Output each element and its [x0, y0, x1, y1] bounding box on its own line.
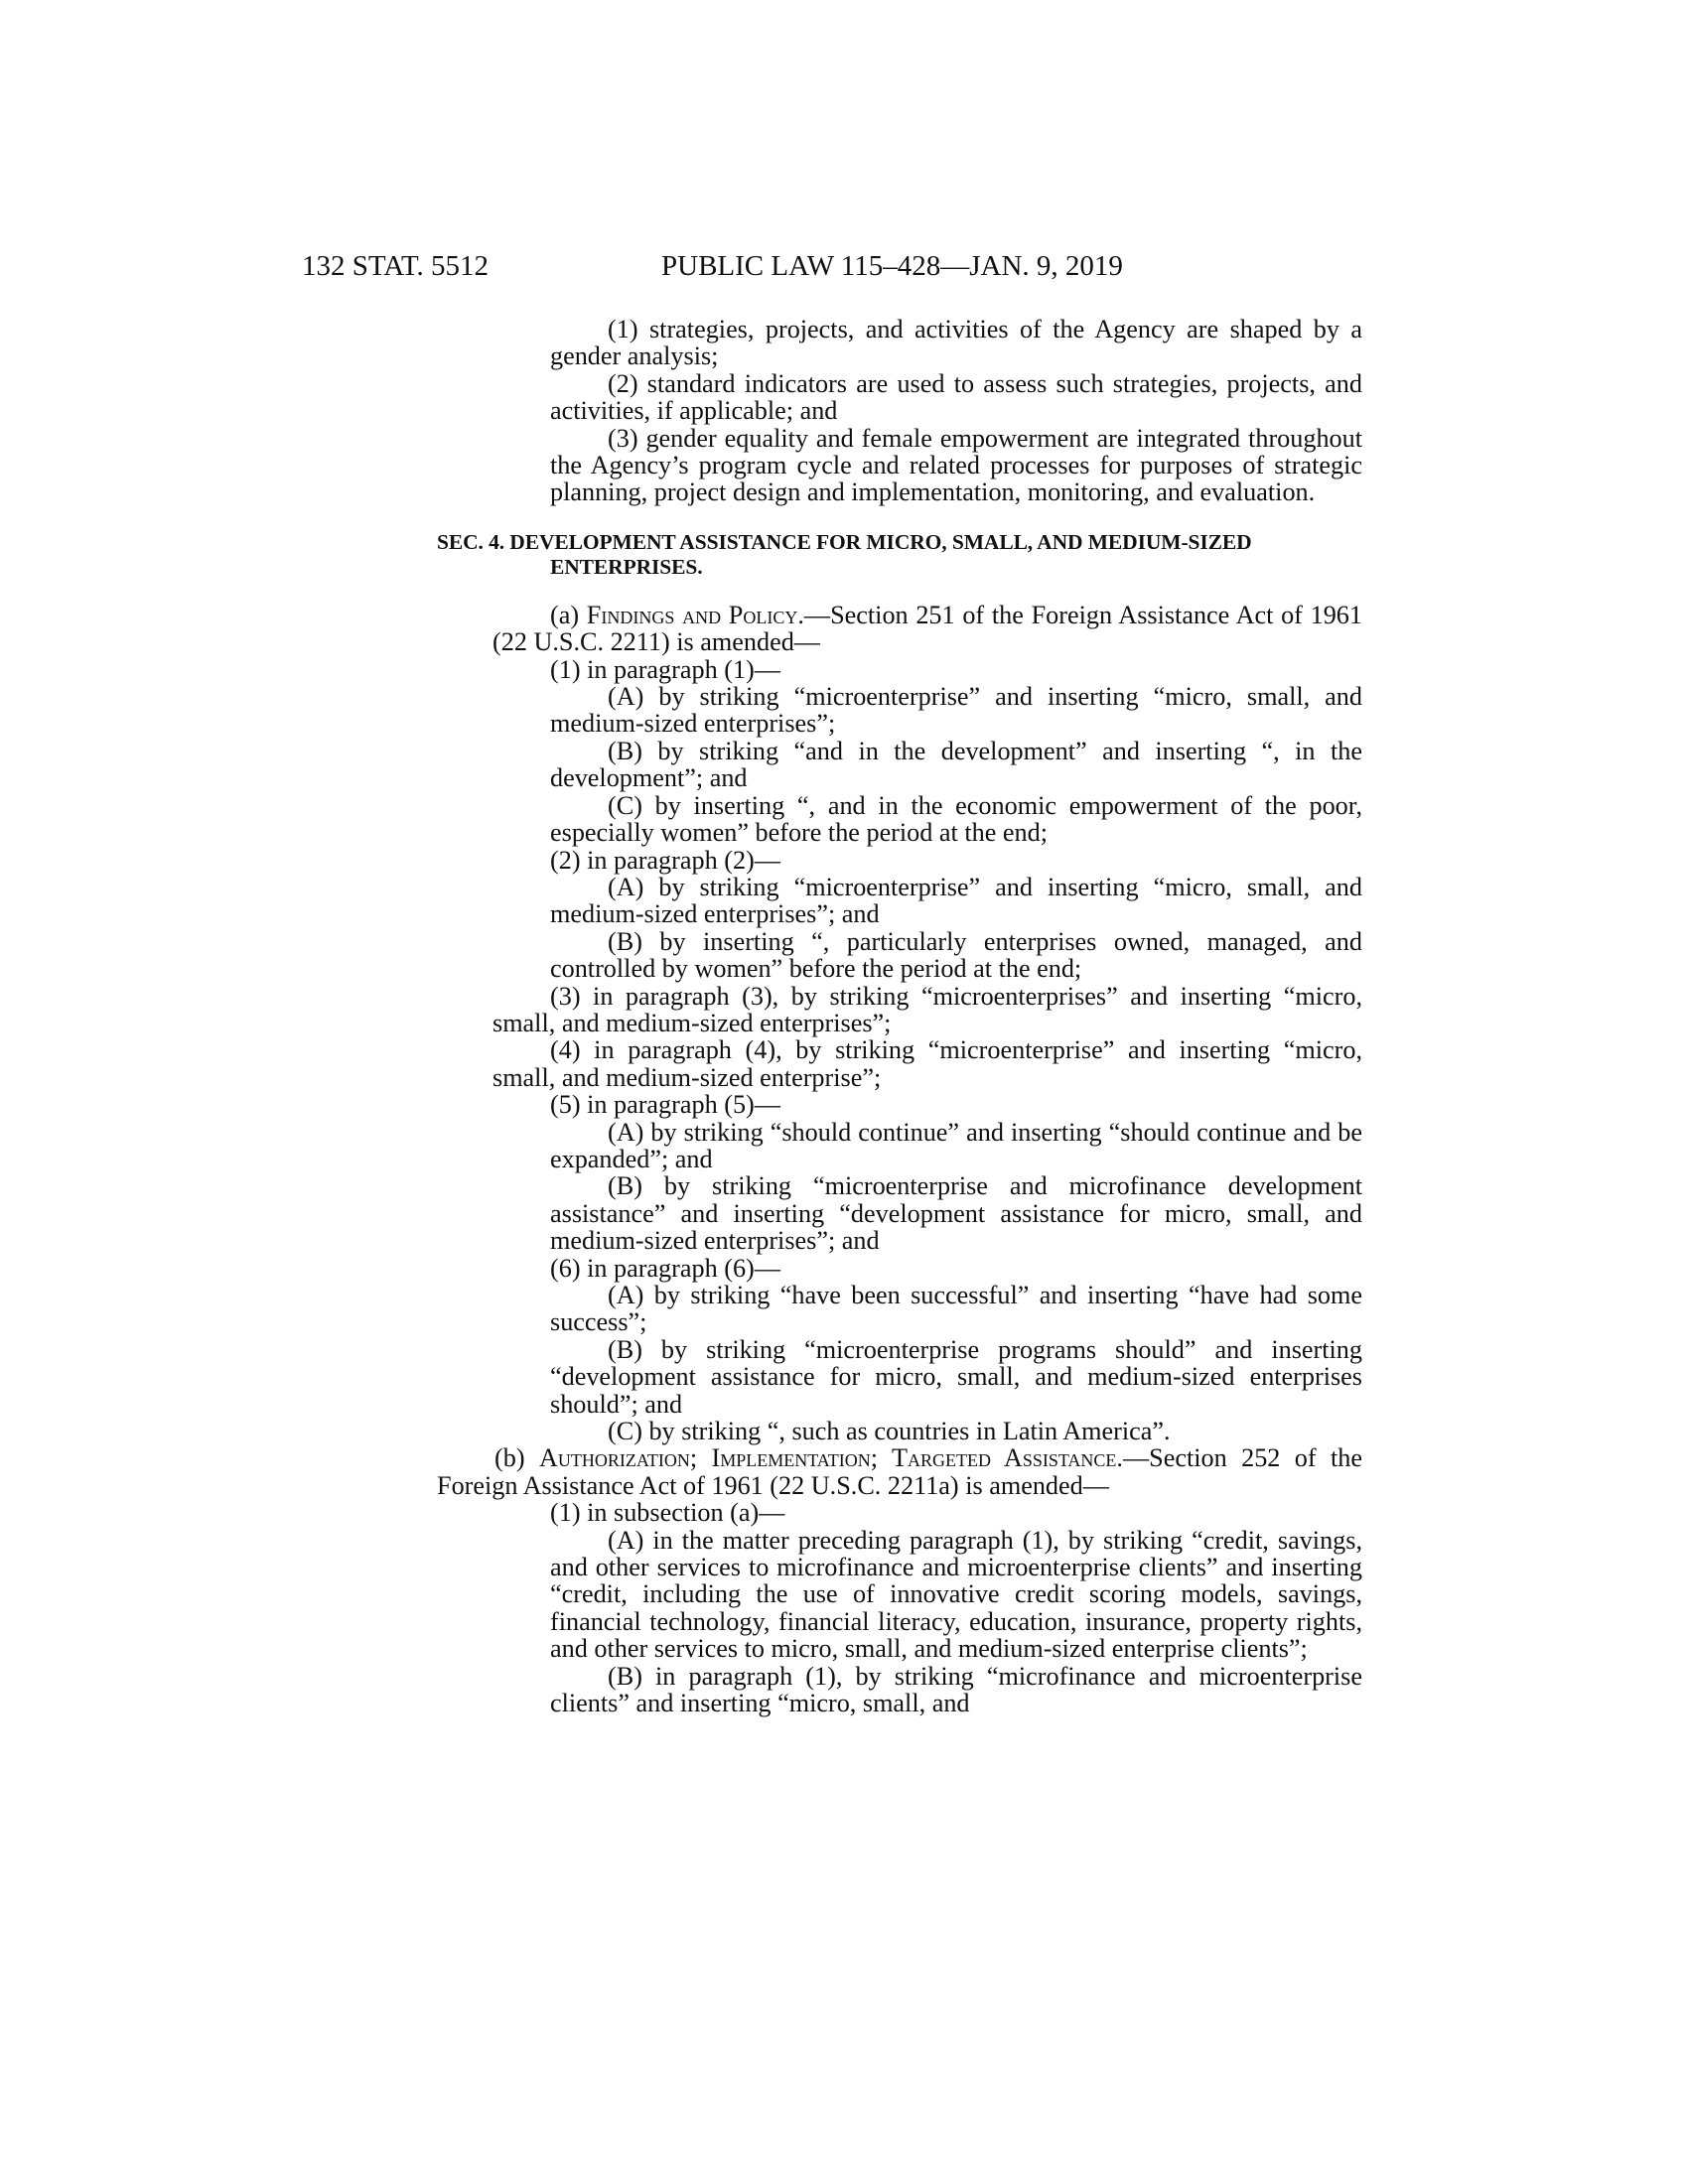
a-paragraph-2A: (A) by striking “microenterprise” and inserting “micro, small, and medium-sized enterprises”; and: [550, 872, 1362, 929]
subsection-a-text: —Section 251 of the Foreign Assistance Act of 1961 (22 U.S.C. 2211) is amended—: [492, 600, 1362, 657]
subsection-b-label: (b): [494, 1443, 525, 1473]
intro-item-1: (1) strategies, projects, and activities of the Agency are shaped by a gender analysis;: [550, 315, 1362, 371]
a-paragraph-6A: (A) by striking “have been successful” and inserting “have had some success”;: [550, 1281, 1362, 1337]
a-paragraph-1: (1) in paragraph (1)—: [550, 654, 780, 684]
a-paragraph-5B: (B) by striking “microenterprise and microfinance development assistance” and inserting “development assistance for micro, small, and medium-sized enterprises”; and: [550, 1171, 1362, 1256]
a-paragraph-1B: (B) by striking “and in the development” and inserting “, in the development”; and: [550, 736, 1362, 793]
a-paragraph-6C: (C) by striking “, such as countries in Latin America”.: [608, 1417, 1171, 1446]
subsection-a-label: (a): [550, 600, 580, 629]
b-paragraph-1B: (B) in paragraph (1), by striking “microfinance and microenterprise clients” and inserting “micro, small, and: [550, 1661, 1362, 1718]
a-paragraph-5A: (A) by striking “should continue” and inserting “should continue and be expanded”; and: [550, 1117, 1362, 1173]
subsection-b-heading: Authorization; Implementation; Targeted Assistance.: [538, 1443, 1123, 1473]
intro-item-2: (2) standard indicators are used to assess such strategies, projects, and activities, if applicable; and: [550, 368, 1362, 426]
subsection-a-intro: [492, 602, 1362, 656]
statute-citation: 132 STAT. 5512: [302, 250, 490, 282]
intro-item-3: (3) gender equality and female empowerment are integrated throughout the Agency’s program cycle and related processes for purposes of strategic planning, project design and implementation, monitoring, and evaluation.: [550, 423, 1362, 507]
b-paragraph-1A: (A) in the matter preceding paragraph (1), by striking “credit, savings, and other services to microfinance and microenterprise clients” and inserting “credit, including the use of innovative credit scoring models, savings, financial technology, financial literacy, education, insurance, property rights, and other services to micro, small, and medium-sized enterprise clients”;: [550, 1525, 1362, 1664]
a-paragraph-5: (5) in paragraph (5)—: [550, 1090, 780, 1120]
a-paragraph-3: (3) in paragraph (3), by striking “microenterprises” and inserting “micro, small, and medium-sized enterprises”;: [492, 981, 1362, 1037]
a-paragraph-6B: (B) by striking “microenterprise programs should” and inserting “development assistance for micro, small, and medium-sized enterprises should”; and: [550, 1334, 1362, 1419]
public-law-title: PUBLIC LAW 115–428—JAN. 9, 2019: [661, 250, 1123, 282]
a-paragraph-1A: (A) by striking “microenterprise” and inserting “micro, small, and medium-sized enterprises”;: [550, 682, 1362, 739]
section-heading: SEC. 4. DEVELOPMENT ASSISTANCE FOR MICRO, SMALL, AND MEDIUM-SIZED ENTERPRISES.: [437, 529, 1252, 579]
a-paragraph-2: (2) in paragraph (2)—: [550, 845, 780, 875]
subsection-b-intro: [437, 1444, 1362, 1499]
a-paragraph-2B: (B) by inserting “, particularly enterprises owned, managed, and controlled by women” before the period at the end;: [550, 926, 1362, 984]
page-body: [437, 315, 1362, 1718]
b-paragraph-1: (1) in subsection (a)—: [550, 1498, 785, 1528]
subsection-a-heading: Findings and Policy.: [586, 600, 804, 629]
a-paragraph-6: (6) in paragraph (6)—: [550, 1253, 780, 1283]
a-paragraph-4: (4) in paragraph (4), by striking “microenterprise” and inserting “micro, small, and medium-sized enterprise”;: [492, 1035, 1362, 1092]
a-paragraph-1C: (C) by inserting “, and in the economic empowerment of the poor, especially women” before the period at the end;: [550, 790, 1362, 848]
subsection-b-text: —Section 252 of the Foreign Assistance Act of 1961 (22 U.S.C. 2211a) is amended—: [437, 1443, 1362, 1500]
running-header: [0, 246, 1688, 286]
